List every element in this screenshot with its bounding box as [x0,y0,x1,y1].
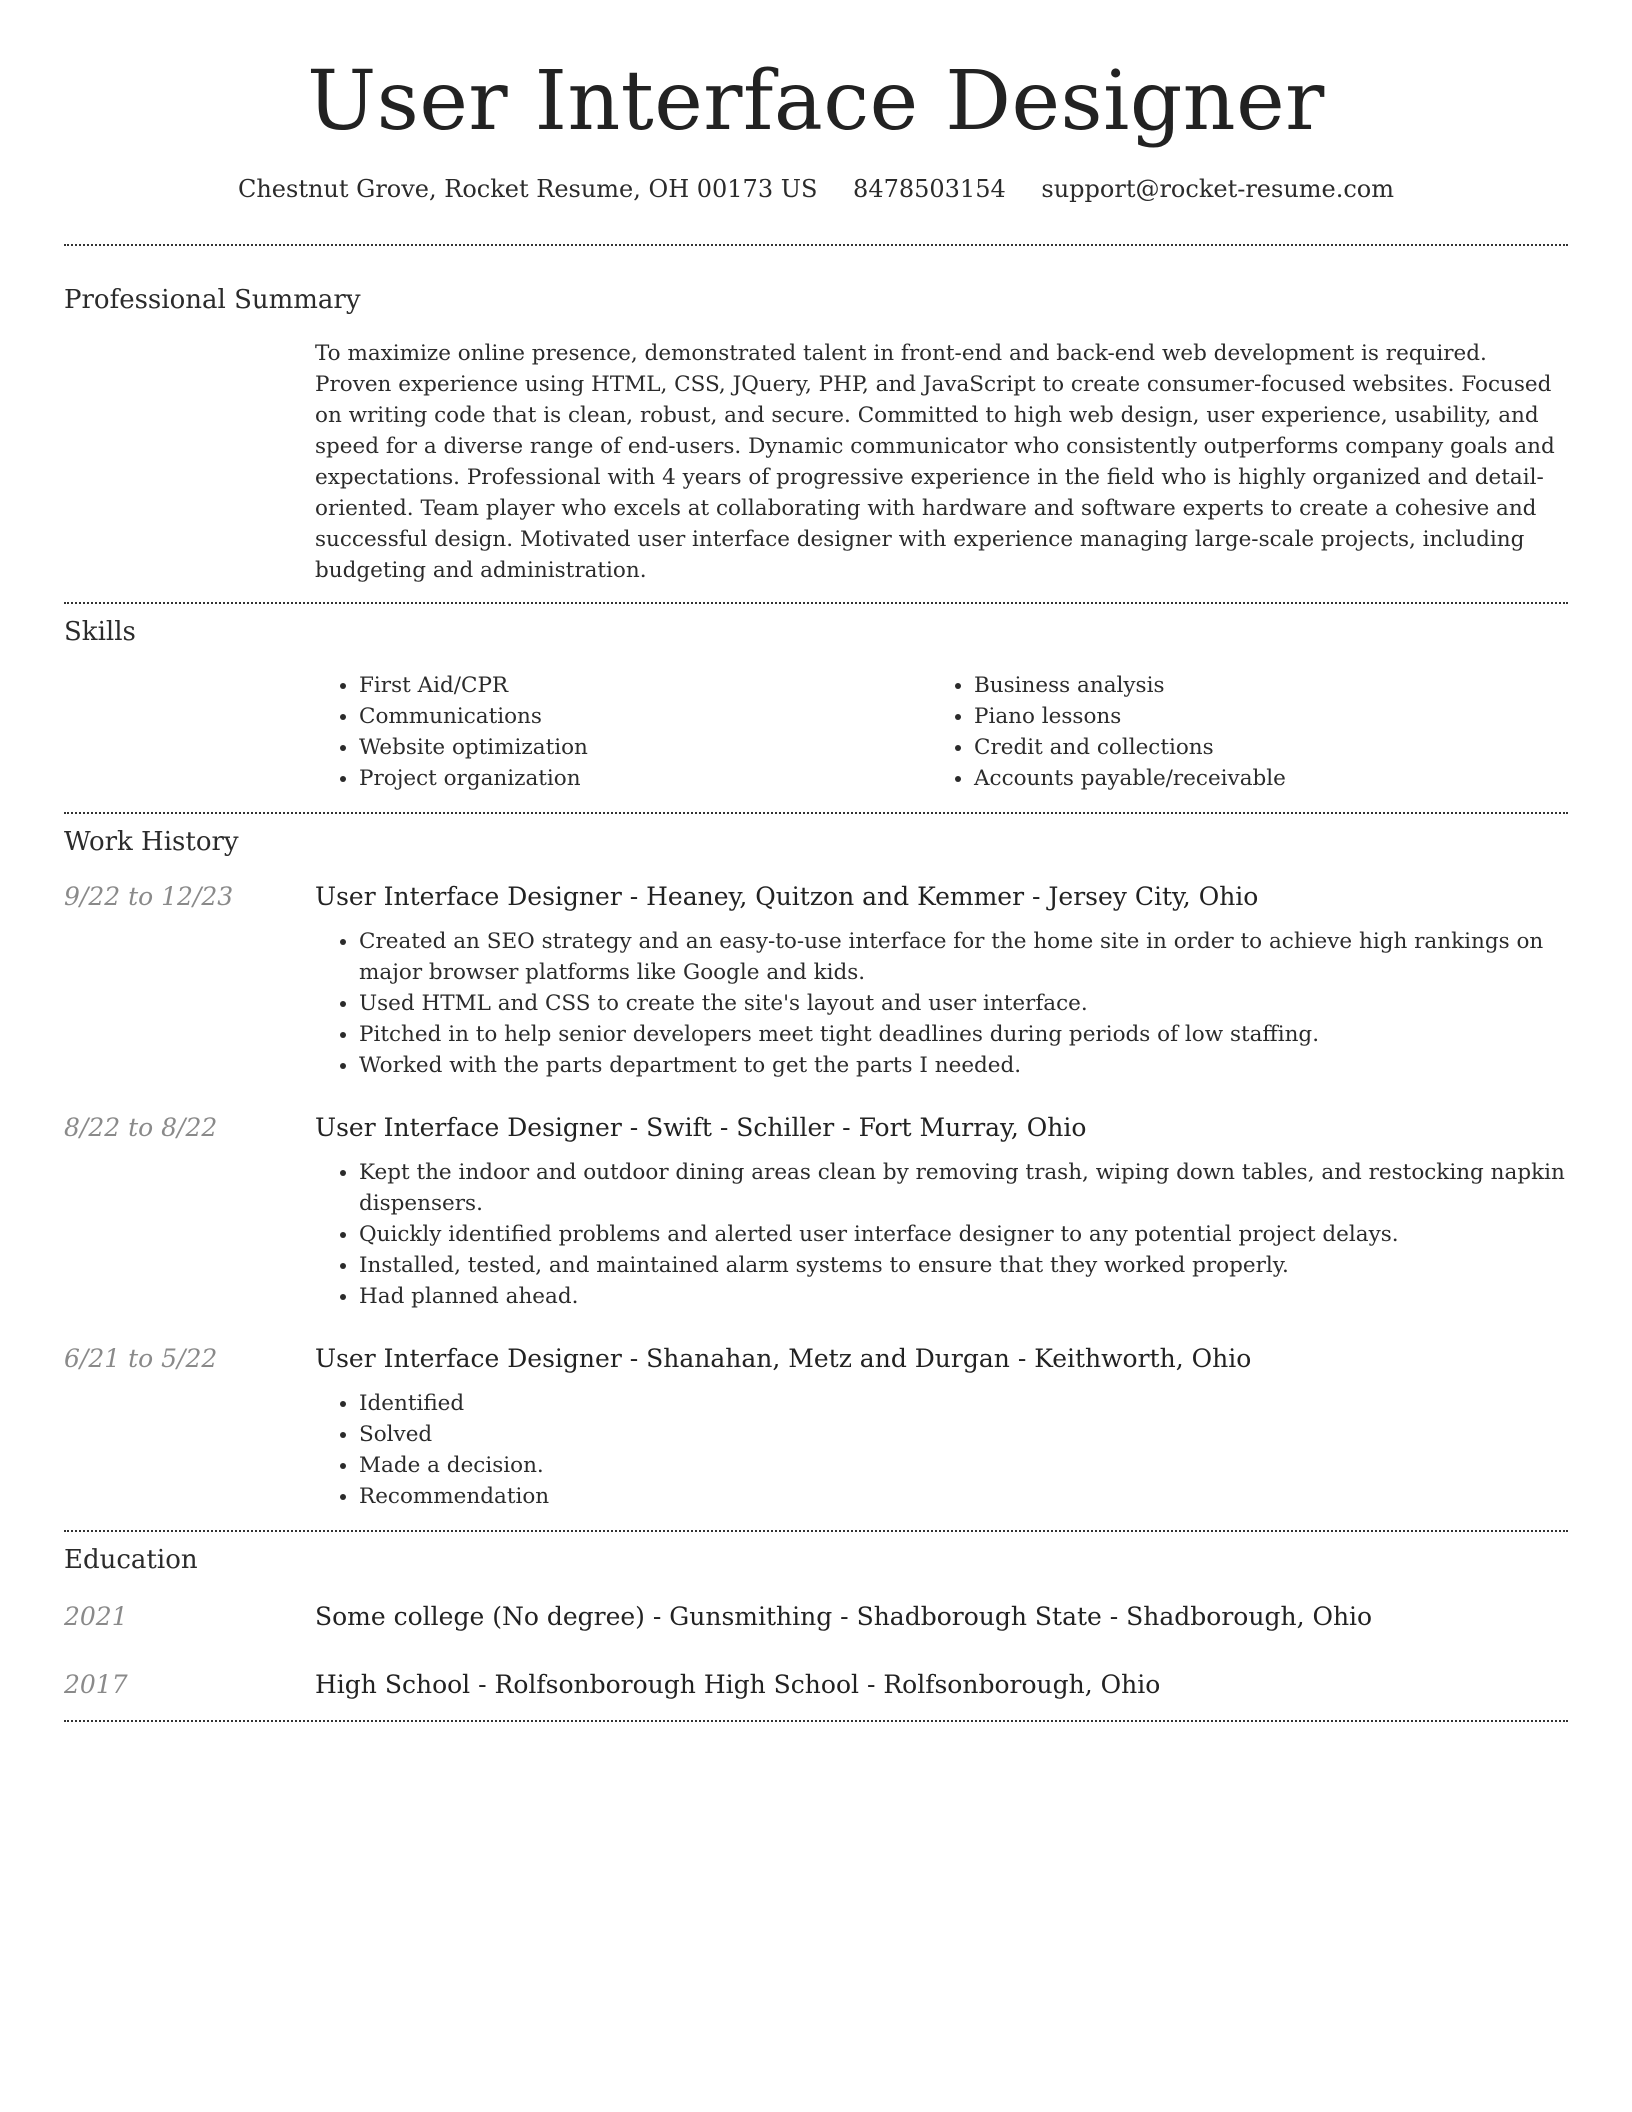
skills-section [64,614,1568,794]
job-bullets [315,926,1568,1081]
skill-item: • Credit and collections [974,732,1545,763]
job-bullet: • Installed, tested, and maintained alarm systems to ensure that they worked properly. [359,1250,1568,1281]
job-dates: 8/22 to 8/22 [64,1113,218,1142]
skill-item: • First Aid/CPR [359,670,930,701]
job-bullet: • Used HTML and CSS to create the site's layout and user interface. [359,988,1568,1019]
education-entry [64,1600,1568,1634]
work-section [64,824,1568,1512]
job-heading: User Interface Designer - Swift - Schiller - Fort Murray, Ohio [315,1113,1087,1142]
job-dates: 6/21 to 5/22 [64,1344,218,1373]
skills-grid [315,670,1568,794]
education-title: Education [64,1545,198,1575]
contact-line [64,172,1568,206]
job-bullets [315,1388,1568,1512]
resume-name: User Interface Designer [307,54,1325,149]
contact-phone: 8478503154 [853,175,1006,203]
summary-title: Professional Summary [64,285,361,315]
divider [64,1530,1568,1532]
job-entry [64,1342,1568,1512]
skill-item: • Communications [359,701,930,732]
summary-section [64,282,1568,586]
job-bullet: • Created an SEO strategy and an easy-to-use interface for the home site in order to achieve high rankings on major browser platforms like Google and kids. [359,926,1568,988]
job-entry [64,880,1568,1081]
job-bullet: • Solved [359,1419,1568,1450]
job-bullet: • Worked with the parts department to get the parts I needed. [359,1050,1568,1081]
job-bullet: • Quickly identified problems and alerted user interface designer to any potential project delays. [359,1219,1568,1250]
education-heading: High School - Rolfsonborough High School - Rolfsonborough, Ohio [315,1670,1161,1699]
summary-text: To maximize online presence, demonstrated talent in front-end and back-end web development is required. Proven experience using HTML, CSS, JQuery, PHP, and JavaScript to create consumer-focused websites. Focused on writing code that is clean, robust, and secure. Committed to high web design, user experience, usability, and speed for a diverse range of end-users. Dynamic communicator who consistently outperforms company goals and expectations. Professional with 4 years of progressive experience in the field who is highly organized and detail-oriented. Team player who excels at collaborating with hardware and software experts to create a cohesive and successful design. Motivated user interface designer with experience managing large-scale projects, including budgeting and administration. [315,341,1555,583]
skill-item: • Website optimization [359,732,930,763]
job-bullet: • Had planned ahead. [359,1281,1568,1312]
divider [64,812,1568,814]
skills-title: Skills [64,617,136,647]
education-year: 2017 [64,1670,128,1699]
skill-item: • Accounts payable/receivable [974,763,1545,794]
resume-page [64,0,1568,1722]
skill-item: • Business analysis [974,670,1545,701]
job-heading: User Interface Designer - Heaney, Quitzon and Kemmer - Jersey City, Ohio [315,882,1259,911]
job-bullet: • Pitched in to help senior developers meet tight deadlines during periods of low staffing. [359,1019,1568,1050]
job-dates: 9/22 to 12/23 [64,882,234,911]
divider [64,1720,1568,1722]
education-year: 2021 [64,1602,128,1631]
contact-address: Chestnut Grove, Rocket Resume, OH 00173 US [237,175,818,203]
skills-column-left [315,670,930,794]
job-entry [64,1111,1568,1312]
job-bullet: • Identified [359,1388,1568,1419]
skills-column-right [930,670,1545,794]
education-entry [64,1668,1568,1702]
job-heading: User Interface Designer - Shanahan, Metz and Durgan - Keithworth, Ohio [315,1344,1252,1373]
education-section [64,1542,1568,1702]
job-bullet: • Kept the indoor and outdoor dining areas clean by removing trash, wiping down tables, and restocking napkin dispensers. [359,1157,1568,1219]
education-heading: Some college (No degree) - Gunsmithing - Shadborough State - Shadborough, Ohio [315,1602,1373,1631]
job-bullets [315,1157,1568,1312]
job-bullet: • Recommendation [359,1481,1568,1512]
divider [64,244,1568,246]
divider [64,602,1568,604]
contact-email: support@rocket-resume.com [1041,175,1395,203]
skill-item: • Piano lessons [974,701,1545,732]
job-bullet: • Made a decision. [359,1450,1568,1481]
skill-item: • Project organization [359,763,930,794]
work-title: Work History [64,827,239,857]
